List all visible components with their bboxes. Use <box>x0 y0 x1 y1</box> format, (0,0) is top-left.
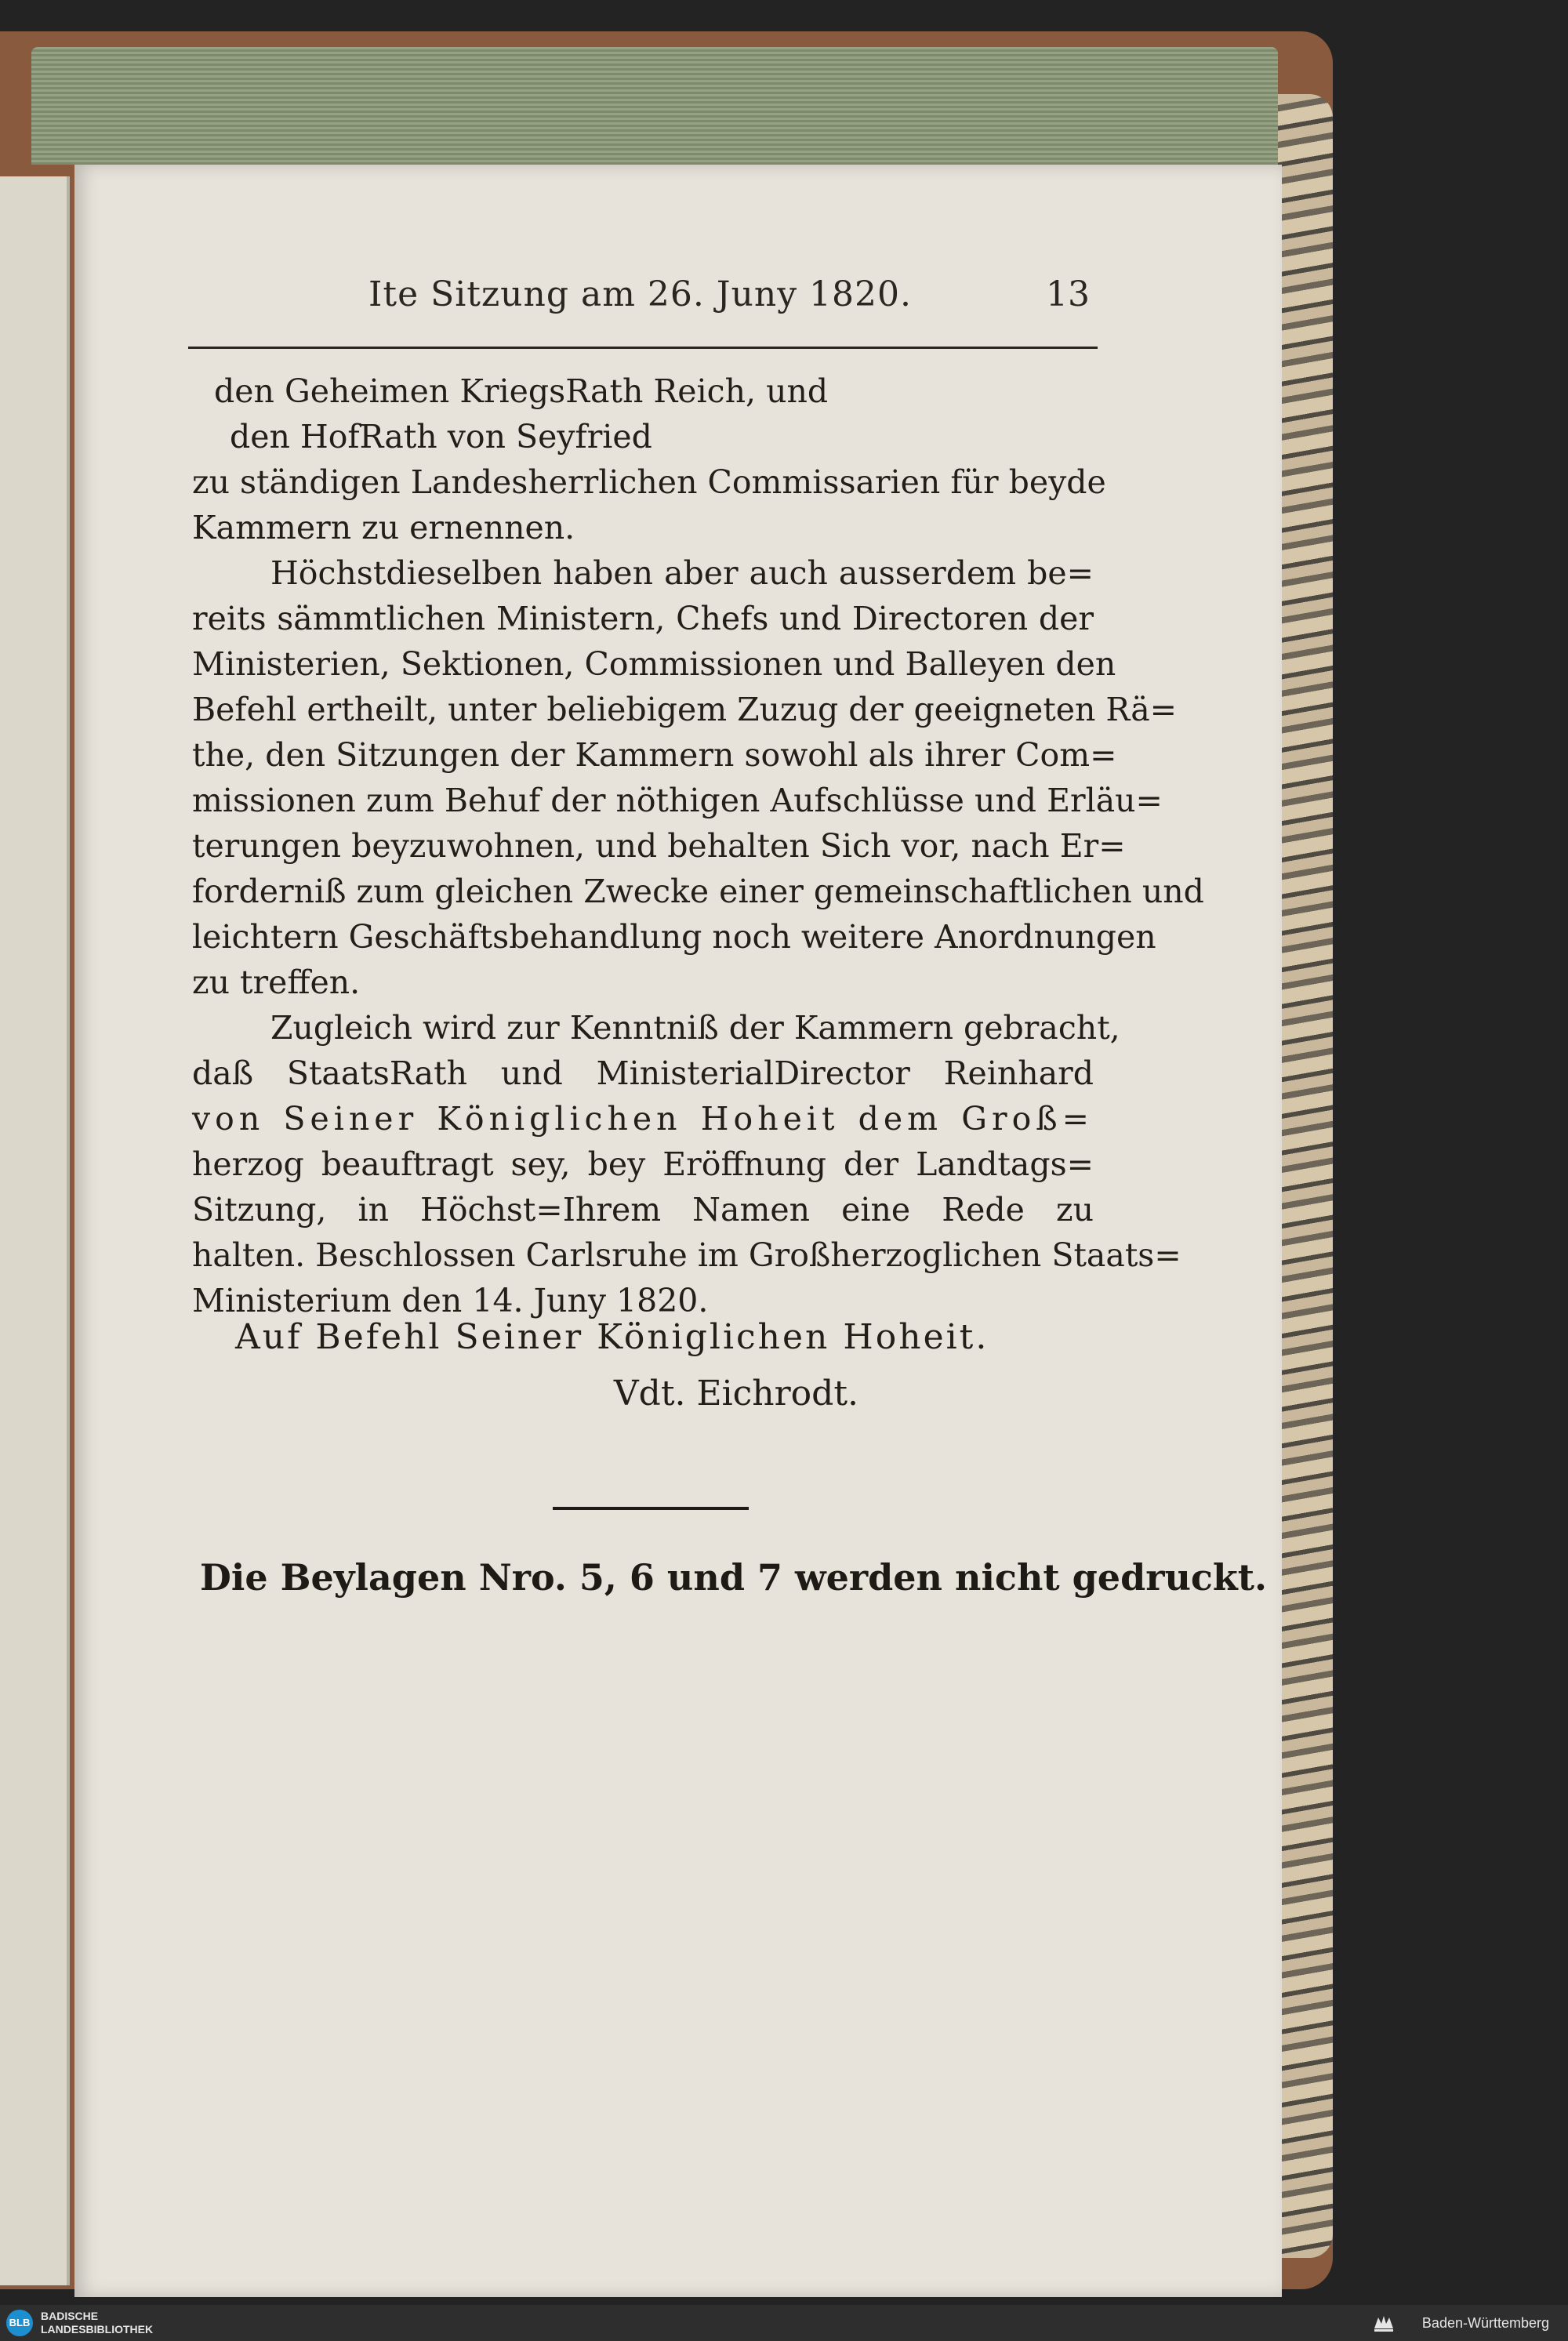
text-line: Zugleich wird zur Kenntniß der Kammern gebracht, <box>270 1009 1120 1047</box>
signature: Vdt. Eichrodt. <box>613 1374 858 1414</box>
text-line: leichtern Geschäftsbehandlung noch weitere Anordnungen <box>192 918 1156 956</box>
text-line: Befehl ertheilt, unter beliebigem Zuzug der geeigneten Rä= <box>192 691 1178 728</box>
left-page-edge <box>0 176 70 2285</box>
text-line: reits sämmtlichen Ministern, Chefs und Directoren der <box>192 600 1094 637</box>
text-line: the, den Sitzungen der Kammern sowohl als ihrer Com= <box>192 736 1117 774</box>
page-block-edge <box>31 47 1278 165</box>
text-line: daß StaatsRath und MinisterialDirector Reinhard <box>192 1054 1094 1092</box>
blb-logo-icon[interactable]: BLB <box>6 2310 33 2336</box>
text-line: herzog beauftragt sey, bey Eröffnung der Landtags= <box>192 1145 1094 1183</box>
text-line: zu ständigen Landesherrlichen Commissarien für beyde <box>192 463 1106 501</box>
header-rule <box>188 347 1098 349</box>
text-line: Kammern zu ernennen. <box>192 509 575 546</box>
body-text <box>192 368 1204 1323</box>
text-line: Ministerien, Sektionen, Commissionen und Balleyen den <box>192 645 1116 683</box>
text-line: missionen zum Behuf der nöthigen Aufschlüsse und Erläu= <box>192 782 1163 819</box>
text-line: zu treffen. <box>192 964 361 1001</box>
library-name-line2: LANDESBIBLIOTHEK <box>41 2323 154 2336</box>
marbled-board <box>1278 94 1333 2258</box>
text-line: von Seiner Königlichen Hoheit dem Groß= <box>192 1100 1094 1138</box>
text-line: Sitzung, in Höchst=Ihrem Namen eine Rede zu <box>192 1191 1094 1229</box>
text-line: den HofRath von Seyfried <box>230 418 652 455</box>
text-line: halten. Beschlossen Carlsruhe im Großherzoglichen Staats= <box>192 1236 1181 1274</box>
separator-rule <box>553 1507 749 1510</box>
baden-wuerttemberg-lions-icon <box>1372 2311 1396 2335</box>
running-head <box>196 274 1090 329</box>
library-name <box>41 2310 153 2336</box>
footer-bar <box>0 2305 1568 2341</box>
state-label[interactable]: Baden-Württemberg <box>1421 2315 1549 2331</box>
text-line: terungen beyzuwohnen, und behalten Sich vor, nach Er= <box>192 827 1126 865</box>
text-line: den Geheimen KriegsRath Reich, und <box>214 372 829 410</box>
royal-order-line: Auf Befehl Seiner Königlichen Hoheit. <box>235 1317 989 1357</box>
text-line: Höchstdieselben haben aber auch ausserdem be= <box>270 554 1094 592</box>
text-line: forderniß zum gleichen Zwecke einer gemeinschaftlichen und <box>192 873 1204 910</box>
page-number: 13 <box>1046 274 1090 314</box>
running-head-title: Ite Sitzung am 26. Juny 1820. <box>368 274 913 314</box>
library-name-line1: BADISCHE <box>41 2310 99 2322</box>
text-line: Ministerium den 14. Juny 1820. <box>192 1282 709 1319</box>
supplement-note: Die Beylagen Nro. 5, 6 und 7 werden nicht gedruckt. <box>200 1556 1268 1599</box>
